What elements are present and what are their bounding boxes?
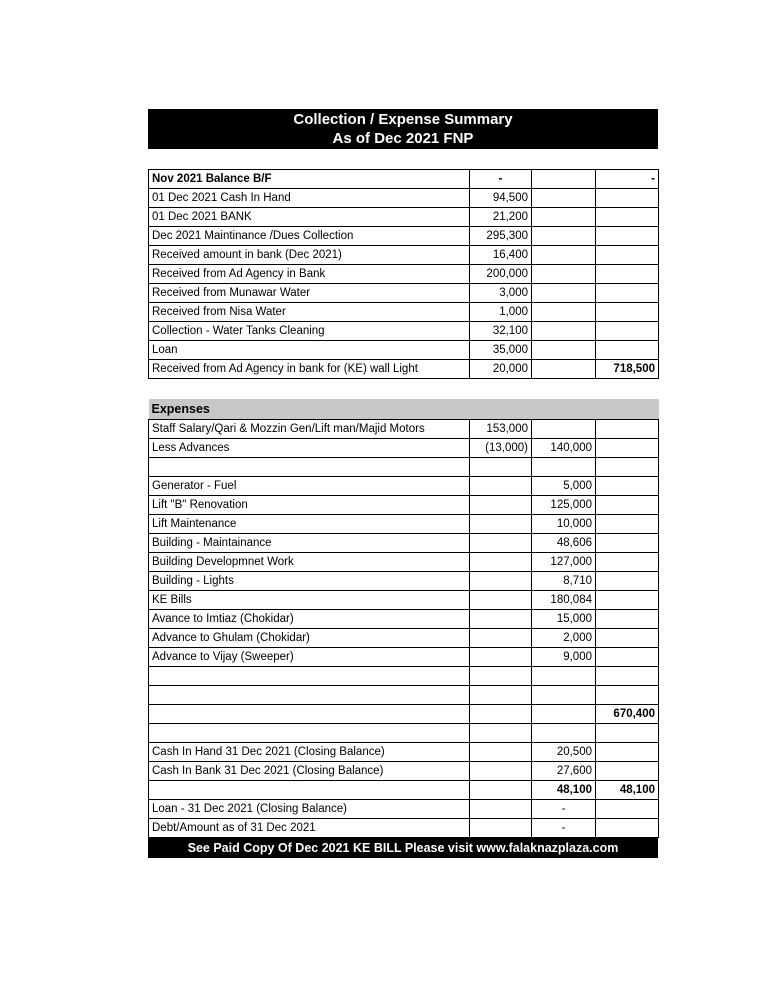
expense-amount: 125,000 [532, 495, 596, 514]
empty-cell [596, 189, 659, 208]
closing-total: 48,100 [596, 780, 659, 799]
expense-label: Lift Maintenance [149, 514, 470, 533]
expense-amount: 10,000 [532, 514, 596, 533]
expense-label: Advance to Ghulam (Chokidar) [149, 628, 470, 647]
empty-cell [596, 227, 659, 246]
empty-cell [596, 628, 659, 647]
expense-label: Building Developmnet Work [149, 552, 470, 571]
table-row [149, 685, 659, 704]
salary-amount: 153,000 [470, 419, 532, 438]
empty-cell [532, 246, 596, 265]
sheet-title [148, 109, 658, 149]
empty-cell [532, 265, 596, 284]
expense-label: Lift "B" Renovation [149, 495, 470, 514]
table-row [149, 799, 659, 818]
footer-note: See Paid Copy Of Dec 2021 KE BILL Please visit www.falaknazplaza.com [148, 838, 658, 858]
collection-label: Dec 2021 Maintinance /Dues Collection [149, 227, 470, 246]
closing-cash-bank-amount: 27,600 [532, 761, 596, 780]
empty-cell [532, 723, 596, 742]
empty-cell [470, 723, 532, 742]
table-row [149, 818, 659, 837]
empty-cell [596, 818, 659, 837]
empty-cell [532, 360, 596, 379]
advances-net: 140,000 [532, 438, 596, 457]
collection-label: Received from Munawar Water [149, 284, 470, 303]
expense-label: KE Bills [149, 590, 470, 609]
expense-label: Generator - Fuel [149, 476, 470, 495]
closing-cash-hand-label: Cash In Hand 31 Dec 2021 (Closing Balance) [149, 742, 470, 761]
empty-cell [532, 666, 596, 685]
collection-amount: 20,000 [470, 360, 532, 379]
empty-cell [596, 303, 659, 322]
expenses-heading: Expenses [149, 399, 659, 419]
collection-total: 718,500 [596, 360, 659, 379]
table-row [149, 170, 659, 189]
collection-amount: 295,300 [470, 227, 532, 246]
empty-cell [470, 609, 532, 628]
collection-label: Received amount in bank (Dec 2021) [149, 246, 470, 265]
empty-cell [470, 742, 532, 761]
table-row [149, 704, 659, 723]
empty-cell [470, 647, 532, 666]
collection-label: 01 Dec 2021 Cash In Hand [149, 189, 470, 208]
empty-cell [532, 341, 596, 360]
empty-cell [470, 533, 532, 552]
table-row [149, 476, 659, 495]
closing-debt-label: Debt/Amount as of 31 Dec 2021 [149, 818, 470, 837]
empty-cell [532, 170, 596, 189]
collection-amount: 21,200 [470, 208, 532, 227]
empty-cell [596, 666, 659, 685]
expense-label: Avance to Imtiaz (Chokidar) [149, 609, 470, 628]
empty-cell [149, 685, 470, 704]
empty-cell [532, 704, 596, 723]
empty-cell [596, 419, 659, 438]
empty-cell [596, 552, 659, 571]
empty-cell [596, 322, 659, 341]
table-row [149, 341, 659, 360]
collection-label: Received from Ad Agency in bank for (KE) wall Light [149, 360, 470, 379]
empty-cell [470, 552, 532, 571]
closing-cash-hand-amount: 20,500 [532, 742, 596, 761]
empty-cell [532, 227, 596, 246]
empty-cell [470, 761, 532, 780]
empty-cell [596, 742, 659, 761]
empty-cell [596, 495, 659, 514]
table-row [149, 552, 659, 571]
expense-label: Building - Lights [149, 571, 470, 590]
empty-cell [149, 666, 470, 685]
expense-label: Advance to Vijay (Sweeper) [149, 647, 470, 666]
table-row [149, 742, 659, 761]
empty-cell [596, 457, 659, 476]
empty-cell [470, 704, 532, 723]
balance-bf-col3: - [596, 170, 659, 189]
empty-cell [470, 666, 532, 685]
empty-cell [596, 438, 659, 457]
advances-amount: (13,000) [470, 438, 532, 457]
table-row [149, 723, 659, 742]
expense-amount: 180,084 [532, 590, 596, 609]
closing-subtotal: 48,100 [532, 780, 596, 799]
empty-cell [470, 685, 532, 704]
spacer [148, 149, 658, 169]
collection-amount: 200,000 [470, 265, 532, 284]
summary-sheet [148, 109, 658, 858]
expenses-heading-row [149, 399, 659, 419]
table-row [149, 303, 659, 322]
expense-label: Building - Maintainance [149, 533, 470, 552]
empty-cell [532, 457, 596, 476]
collection-label: 01 Dec 2021 BANK [149, 208, 470, 227]
expense-amount: 9,000 [532, 647, 596, 666]
collection-amount: 3,000 [470, 284, 532, 303]
table-row [149, 590, 659, 609]
closing-debt-amount: - [532, 818, 596, 837]
empty-cell [596, 799, 659, 818]
table-row [149, 495, 659, 514]
empty-cell [532, 189, 596, 208]
table-row [149, 227, 659, 246]
title-line-1: Collection / Expense Summary [293, 111, 513, 128]
empty-cell [596, 723, 659, 742]
empty-cell [596, 265, 659, 284]
empty-cell [149, 704, 470, 723]
table-row [149, 533, 659, 552]
empty-cell [532, 303, 596, 322]
empty-cell [596, 514, 659, 533]
empty-cell [470, 476, 532, 495]
collection-label: Loan [149, 341, 470, 360]
closing-loan-amount: - [532, 799, 596, 818]
empty-cell [532, 284, 596, 303]
empty-cell [596, 590, 659, 609]
table-row [149, 647, 659, 666]
expenses-total: 670,400 [596, 704, 659, 723]
empty-cell [470, 590, 532, 609]
expense-amount: 2,000 [532, 628, 596, 647]
collection-amount: 16,400 [470, 246, 532, 265]
empty-cell [596, 761, 659, 780]
balance-bf-col1: - [470, 170, 532, 189]
collection-amount: 32,100 [470, 322, 532, 341]
empty-cell [532, 419, 596, 438]
empty-cell [470, 780, 532, 799]
table-row [149, 761, 659, 780]
empty-cell [532, 685, 596, 704]
empty-cell [596, 571, 659, 590]
table-row [149, 208, 659, 227]
empty-cell [470, 457, 532, 476]
empty-cell [596, 284, 659, 303]
closing-loan-label: Loan - 31 Dec 2021 (Closing Balance) [149, 799, 470, 818]
empty-cell [470, 495, 532, 514]
collection-table [148, 169, 659, 379]
table-row [149, 265, 659, 284]
table-row [149, 419, 659, 438]
empty-cell [596, 208, 659, 227]
empty-cell [149, 723, 470, 742]
empty-cell [596, 341, 659, 360]
empty-cell [596, 609, 659, 628]
table-row [149, 666, 659, 685]
expenses-table [148, 399, 659, 838]
expense-amount: 48,606 [532, 533, 596, 552]
table-row [149, 780, 659, 799]
advances-label: Less Advances [149, 438, 470, 457]
salary-label: Staff Salary/Qari & Mozzin Gen/Lift man/Majid Motors [149, 419, 470, 438]
collection-amount: 35,000 [470, 341, 532, 360]
table-row [149, 438, 659, 457]
table-row [149, 246, 659, 265]
collection-label: Received from Nisa Water [149, 303, 470, 322]
empty-cell [149, 780, 470, 799]
empty-cell [149, 457, 470, 476]
table-row [149, 284, 659, 303]
expense-amount: 8,710 [532, 571, 596, 590]
empty-cell [596, 246, 659, 265]
balance-bf-label: Nov 2021 Balance B/F [149, 170, 470, 189]
expense-amount: 5,000 [532, 476, 596, 495]
collection-label: Collection - Water Tanks Cleaning [149, 322, 470, 341]
empty-cell [470, 514, 532, 533]
empty-cell [470, 571, 532, 590]
table-row [149, 189, 659, 208]
empty-cell [596, 533, 659, 552]
empty-cell [596, 476, 659, 495]
empty-cell [532, 208, 596, 227]
empty-cell [532, 322, 596, 341]
table-row [149, 628, 659, 647]
table-row [149, 571, 659, 590]
table-row [149, 609, 659, 628]
empty-cell [596, 647, 659, 666]
table-row [149, 514, 659, 533]
empty-cell [596, 685, 659, 704]
table-row [149, 322, 659, 341]
empty-cell [470, 799, 532, 818]
expense-amount: 15,000 [532, 609, 596, 628]
expense-amount: 127,000 [532, 552, 596, 571]
empty-cell [470, 628, 532, 647]
title-line-2: As of Dec 2021 FNP [332, 130, 474, 147]
collection-label: Received from Ad Agency in Bank [149, 265, 470, 284]
collection-amount: 1,000 [470, 303, 532, 322]
closing-cash-bank-label: Cash In Bank 31 Dec 2021 (Closing Balance) [149, 761, 470, 780]
table-row [149, 457, 659, 476]
spacer [148, 379, 658, 399]
collection-amount: 94,500 [470, 189, 532, 208]
table-row [149, 360, 659, 379]
empty-cell [470, 818, 532, 837]
